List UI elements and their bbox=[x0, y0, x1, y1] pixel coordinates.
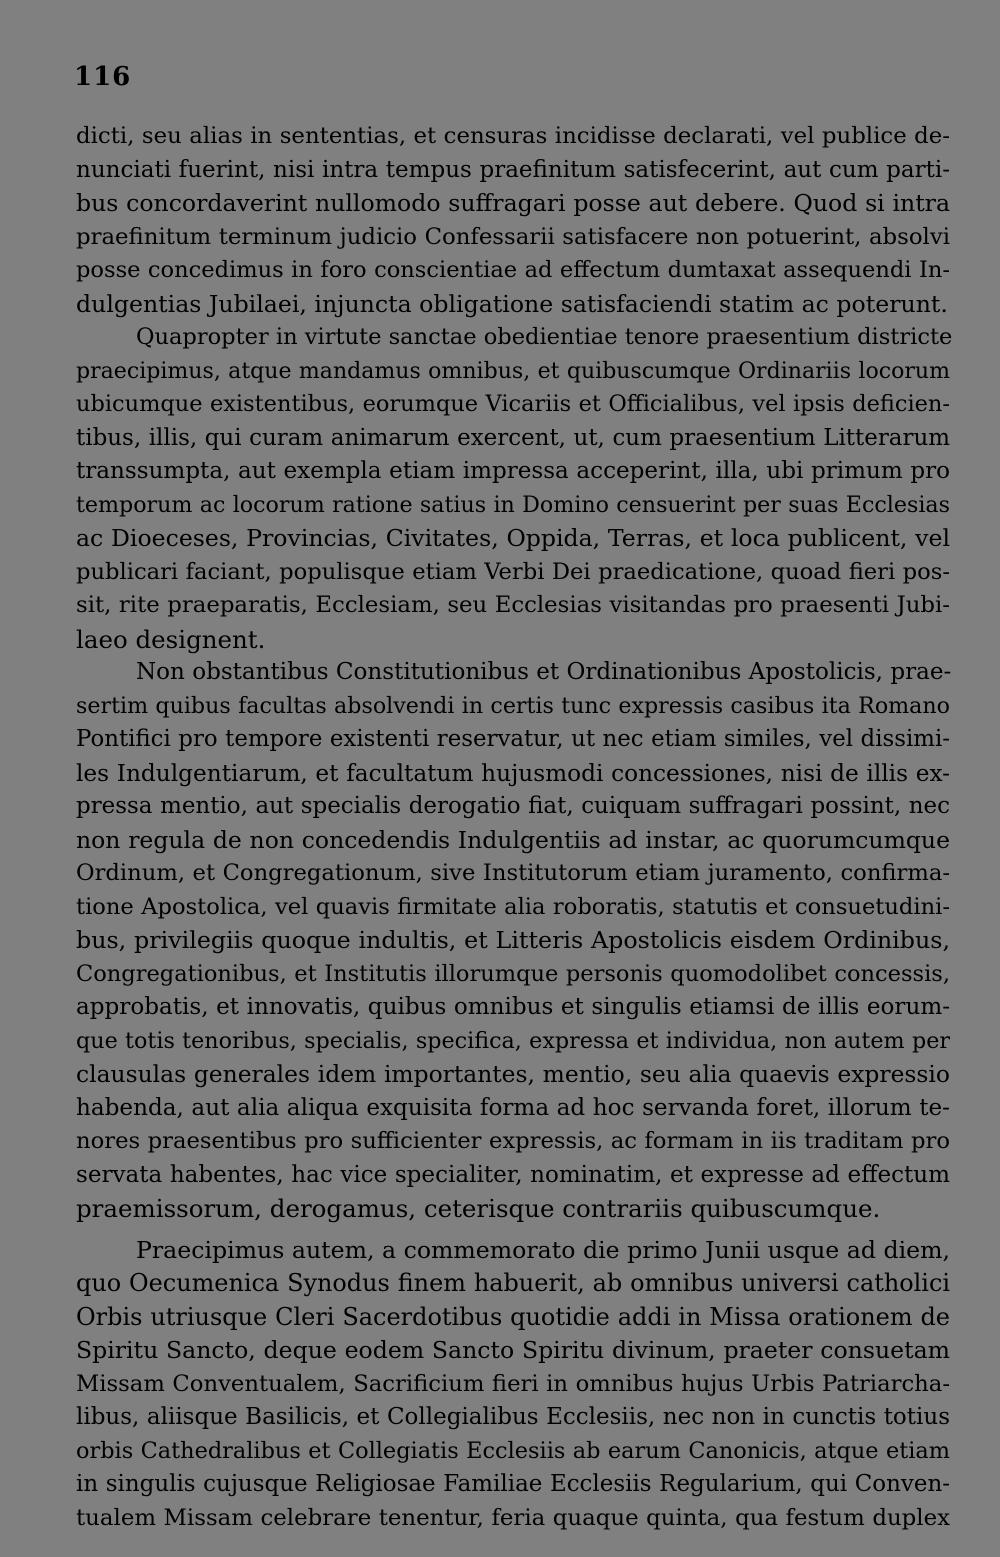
text-line: ubicumque existentibus, eorumque Vicariis et Officialibus, vel ipsis deficien- bbox=[76, 391, 950, 417]
text-line: clausulas generales idem importantes, mentio, seu alia quaevis expressio bbox=[76, 1060, 950, 1088]
text-line: ac Dioeceses, Provincias, Civitates, Oppida, Terras, et loca publicent, vel bbox=[76, 524, 950, 552]
text-line: praemissorum, derogamus, ceterisque contrariis quibuscumque. bbox=[76, 1194, 881, 1223]
body-text bbox=[76, 120, 953, 1535]
text-line: nunciati fuerint, nisi intra tempus praefinitum satisfecerint, aut cum parti- bbox=[76, 156, 950, 183]
paragraph-1 bbox=[76, 120, 950, 321]
text-line: non regula de non concedendis Indulgentiis ad instar, ac quorumcumque bbox=[76, 825, 950, 854]
text-line: transsumpta, aut exempla etiam impressa acceperint, illa, ubi primum pro bbox=[76, 458, 950, 484]
page-number: 116 bbox=[74, 62, 132, 92]
text-line: Orbis utriusque Cleri Sacerdotibus quotidie addi in Missa orationem de bbox=[76, 1302, 950, 1331]
text-line: Quapropter in virtute sanctae obedientiae tenore praesentium districte bbox=[136, 324, 953, 350]
text-line: temporum ac locorum ratione satius in Domino censuerint per suas Ecclesias bbox=[76, 491, 950, 518]
text-line: sit, rite praeparatis, Ecclesiam, seu Ecclesias visitandas pro praesenti Jubi- bbox=[76, 592, 950, 618]
text-line: laeo designent. bbox=[76, 624, 266, 654]
text-line: tibus, illis, qui curam animarum exercent, ut, cum praesentium Litterarum bbox=[76, 424, 950, 451]
text-line: nores praesentibus pro sufficienter expressis, ac formam in iis traditam pro bbox=[76, 1128, 950, 1154]
text-line: Spiritu Sancto, deque eodem Sancto Spiritu divinum, praeter consuetam bbox=[76, 1336, 950, 1364]
text-line: Praecipimus autem, a commemorato die primo Junii usque ad diem, bbox=[136, 1235, 950, 1264]
text-line: les Indulgentiarum, et facultatum hujusmodi concessiones, nisi de illis ex- bbox=[76, 759, 950, 787]
text-line: orbis Cathedralibus et Collegiatis Ecclesiis ab earum Canonicis, atque etiam bbox=[76, 1437, 950, 1464]
text-line: in singulis cujusque Religiosae Familiae Ecclesiis Regularium, qui Conven- bbox=[76, 1471, 950, 1497]
text-line: sertim quibus facultas absolvendi in certis tunc expressis casibus ita Romano bbox=[76, 692, 950, 719]
paragraph-4 bbox=[76, 1234, 950, 1536]
paragraph-2 bbox=[76, 321, 953, 656]
text-line: libus, aliisque Basilicis, et Collegialibus Ecclesiis, nec non in cunctis totius bbox=[76, 1404, 950, 1430]
text-line: dicti, seu alias in sententias, et censuras incidisse declarati, vel publice de- bbox=[76, 123, 950, 149]
text-line: praecipimus, atque mandamus omnibus, et quibuscumque Ordinariis locorum bbox=[76, 358, 950, 384]
text-line: publicari faciant, populisque etiam Verbi Dei praedicatione, quoad fieri pos- bbox=[76, 558, 950, 585]
text-line: pressa mentio, aut specialis derogatio fiat, cuiquam suffragari possint, nec bbox=[76, 793, 950, 819]
text-line: Non obstantibus Constitutionibus et Ordinationibus Apostolicis, prae- bbox=[136, 659, 952, 685]
text-line: habenda, aut alia aliqua exquisita forma ad hoc servanda foret, illorum te- bbox=[76, 1094, 950, 1121]
text-line: que totis tenoribus, specialis, specifica, expressa et individua, non autem per bbox=[76, 1027, 950, 1054]
text-line: bus, privilegiis quoque indultis, et Litteris Apostolicis eisdem Ordinibus, bbox=[76, 926, 950, 954]
paragraph-3 bbox=[76, 656, 950, 1226]
text-line: tione Apostolica, vel quavis firmitate alia roboratis, statutis et consuetudini- bbox=[76, 893, 950, 920]
text-line: tualem Missam celebrare tenentur, feria quaque quinta, qua festum duplex bbox=[76, 1504, 950, 1531]
text-line: Missam Conventualem, Sacrificium fieri in omnibus hujus Urbis Patriarcha- bbox=[76, 1370, 950, 1397]
text-line: posse concedimus in foro conscientiae ad effectum dumtaxat assequendi In- bbox=[76, 257, 950, 283]
text-line: bus concordaverint nullomodo suffragari posse aut debere. Quod si intra bbox=[76, 189, 950, 217]
text-line: servata habentes, hac vice specialiter, nominatim, et expresse ad effectum bbox=[76, 1161, 950, 1188]
text-line: Congregationibus, et Institutis illorumque personis quomodolibet concessis, bbox=[76, 960, 950, 987]
text-line: praefinitum terminum judicio Confessarii satisfacere non potuerint, absolvi bbox=[76, 223, 950, 250]
text-line: approbatis, et innovatis, quibus omnibus et singulis etiamsi de illis eorum- bbox=[76, 994, 950, 1020]
text-line: quo Oecumenica Synodus finem habuerit, ab omnibus universi catholici bbox=[76, 1269, 950, 1297]
text-line: Ordinum, et Congregationum, sive Institutorum etiam juramento, confirma- bbox=[76, 860, 950, 886]
text-line: Pontifici pro tempore existenti reservatur, ut nec etiam similes, vel dissimi- bbox=[76, 726, 950, 752]
text-line: dulgentias Jubilaei, injuncta obligatione satisfaciendi statim ac poterunt. bbox=[76, 289, 948, 318]
